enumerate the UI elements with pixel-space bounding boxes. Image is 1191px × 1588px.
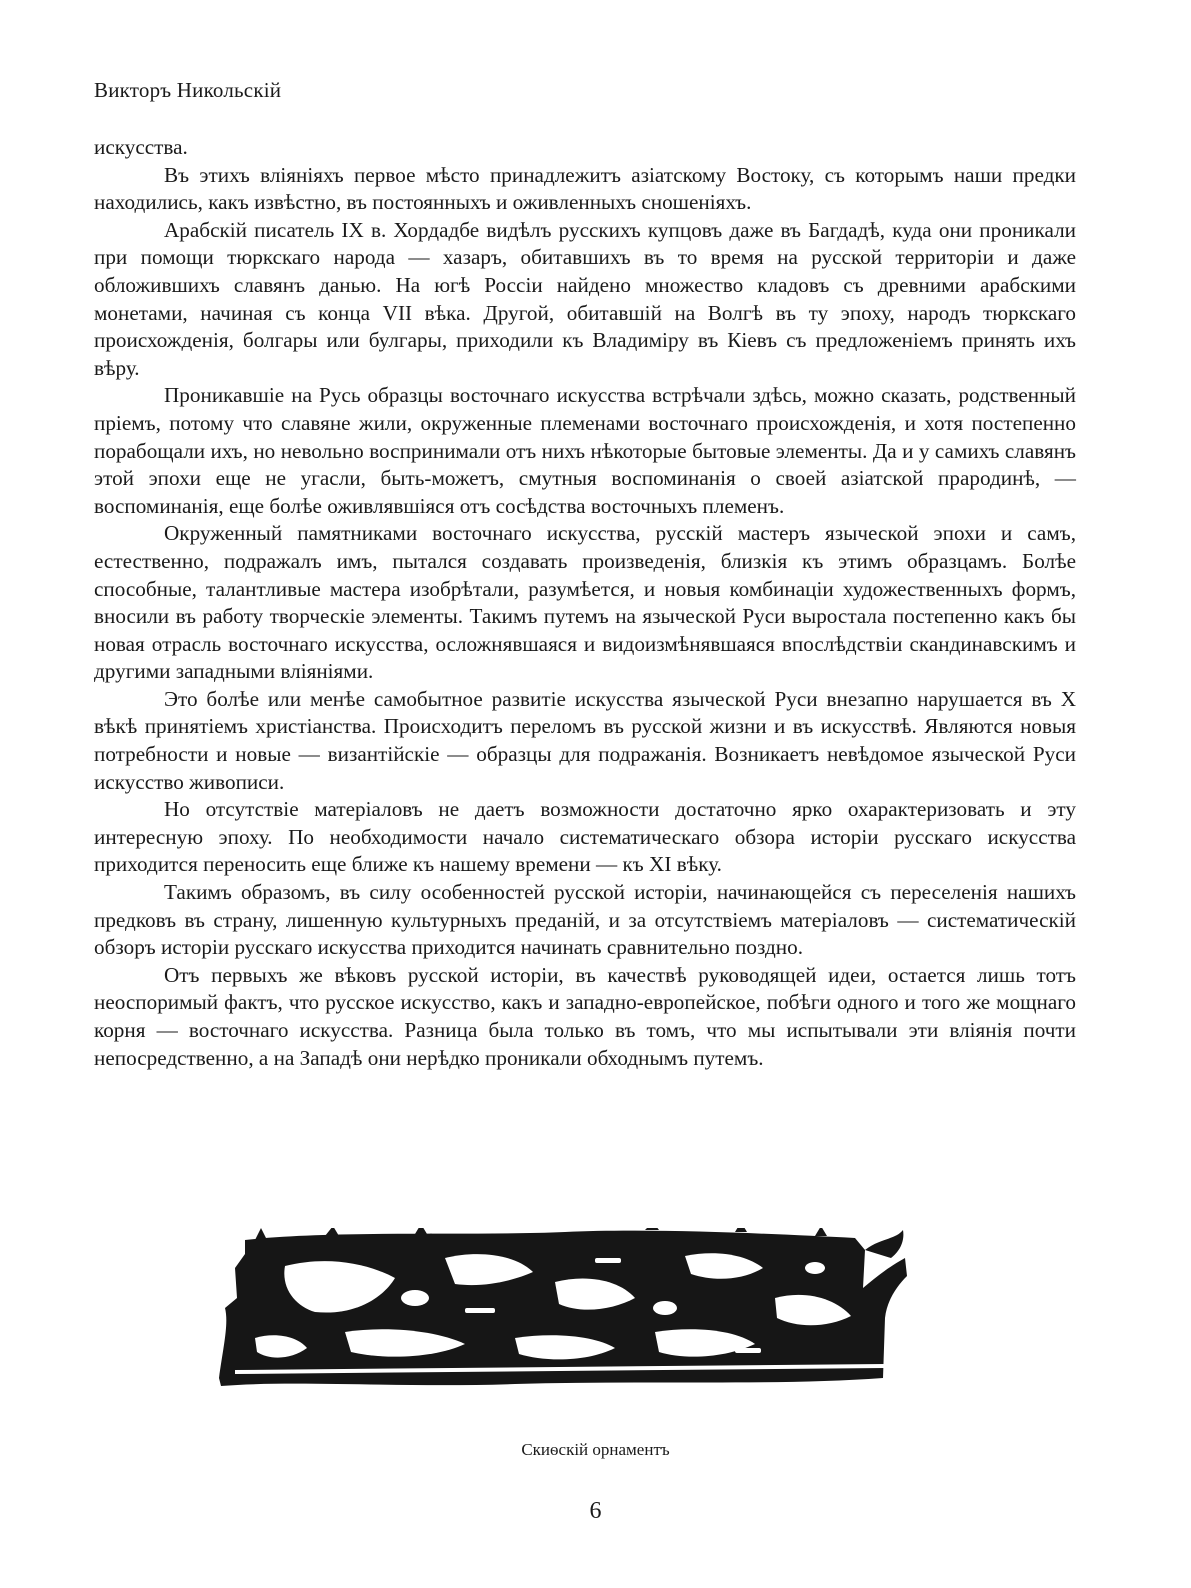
paragraph: Отъ первыхъ же вѣковъ русской исторіи, въ качествѣ руководящей идеи, остается лишь тотъ неоспоримый фактъ, что русское искусство, какъ и западно-европейское, побѣги одного и того же мощнаго корня — восточнаго искусства. Разница была только въ томъ, что мы испытывали эти вліянія почти непосредственно, а на Западѣ они нерѣдко проникали обходнымъ путемъ. [94,962,1076,1070]
paragraph: Въ этихъ вліяніяхъ первое мѣсто принадлежитъ азіатскому Востоку, съ которымъ наши предки находились, какъ извѣстно, въ постоянныхъ и оживленныхъ сношеніяхъ. [94,162,1076,215]
paragraph: Арабскій писатель IX в. Хордадбе видѣлъ русскихъ купцовъ даже въ Багдадѣ, куда они проникали при помощи тюркскаго народа — хазаръ, обитавшихъ въ то время на русской территоріи и даже обложившихъ славянъ данью. На югѣ Россіи найдено множество кладовъ съ древними арабскими монетами, начиная съ конца VII вѣка. Другой, обитавшій на Волгѣ въ ту эпоху, народъ тюркскаго происхожденія, болгары или булгары, приходили къ Владиміру въ Кіевъ съ предложеніемъ принять ихъ вѣру. [94,217,1076,380]
paragraph: Но отсутствіе матеріаловъ не даетъ возможности достаточно ярко охарактеризовать и эту интересную эпоху. По необходимости начало систематическаго обзора исторіи русскаго искусства приходится переносить еще ближе къ нашему времени — къ XI вѣку. [94,797,1076,877]
paragraph: искусства. [94,135,188,159]
page-number: 6 [589,1498,602,1524]
figure-caption: Скиѳскій орнаментъ [521,1440,670,1459]
paragraph: Это болѣе или менѣе самобытное развитіе искусства языческой Руси внезапно нарушается въ X вѣкѣ принятіемъ христіанства. Происходитъ переломъ въ русской жизни и въ искусствѣ. Являются новыя потребности и новые — византійскіе — образцы для подражанія. Возникаетъ невѣдомое языческой Руси искусство живописи. [94,686,1076,794]
body-text [94,134,1076,1072]
running-head: Викторъ Никольскій [94,78,282,102]
paragraph: Такимъ образомъ, въ силу особенностей русской исторіи, начинающейся съ переселенія нашихъ предковъ въ страну, лишенную культурныхъ преданій, и за отсутствіемъ матеріаловъ — систематическій обзоръ исторіи русскаго искусства приходится начинать сравнительно поздно. [94,880,1076,960]
paragraph: Окруженный памятниками восточнаго искусства, русскій мастеръ языческой эпохи и самъ, естественно, подражалъ имъ, пытался создавать произведенія, близкія къ этимъ образцамъ. Болѣе способные, талантливые мастера изобрѣтали, разумѣется, и новыя комбинаціи художественныхъ формъ, вносили въ работу творческіе элементы. Такимъ путемъ на языческой Руси выростала постепенно какъ бы новая отрасль восточнаго искусства, осложнявшаяся и видоизмѣнявшаяся впослѣдствіи скандинавскимъ и другими западными вліяніями. [94,521,1076,684]
scythian-ornament-illustration [215,1228,910,1393]
paragraph: Проникавшіе на Русь образцы восточнаго искусства встрѣчали здѣсь, можно сказать, родственный пріемъ, потому что славяне жили, окруженные племенами восточнаго происхожденія, и хотя постепенно порабощали ихъ, но невольно воспринимали отъ нихъ нѣкоторые бытовые элементы. Да и у самихъ славянъ этой эпохи еще не угасли, быть-можетъ, смутныя воспоминанія о своей азіатской прародинѣ, — воспоминанія, еще болѣе оживлявшіяся отъ сосѣдства восточныхъ племенъ. [94,383,1076,518]
